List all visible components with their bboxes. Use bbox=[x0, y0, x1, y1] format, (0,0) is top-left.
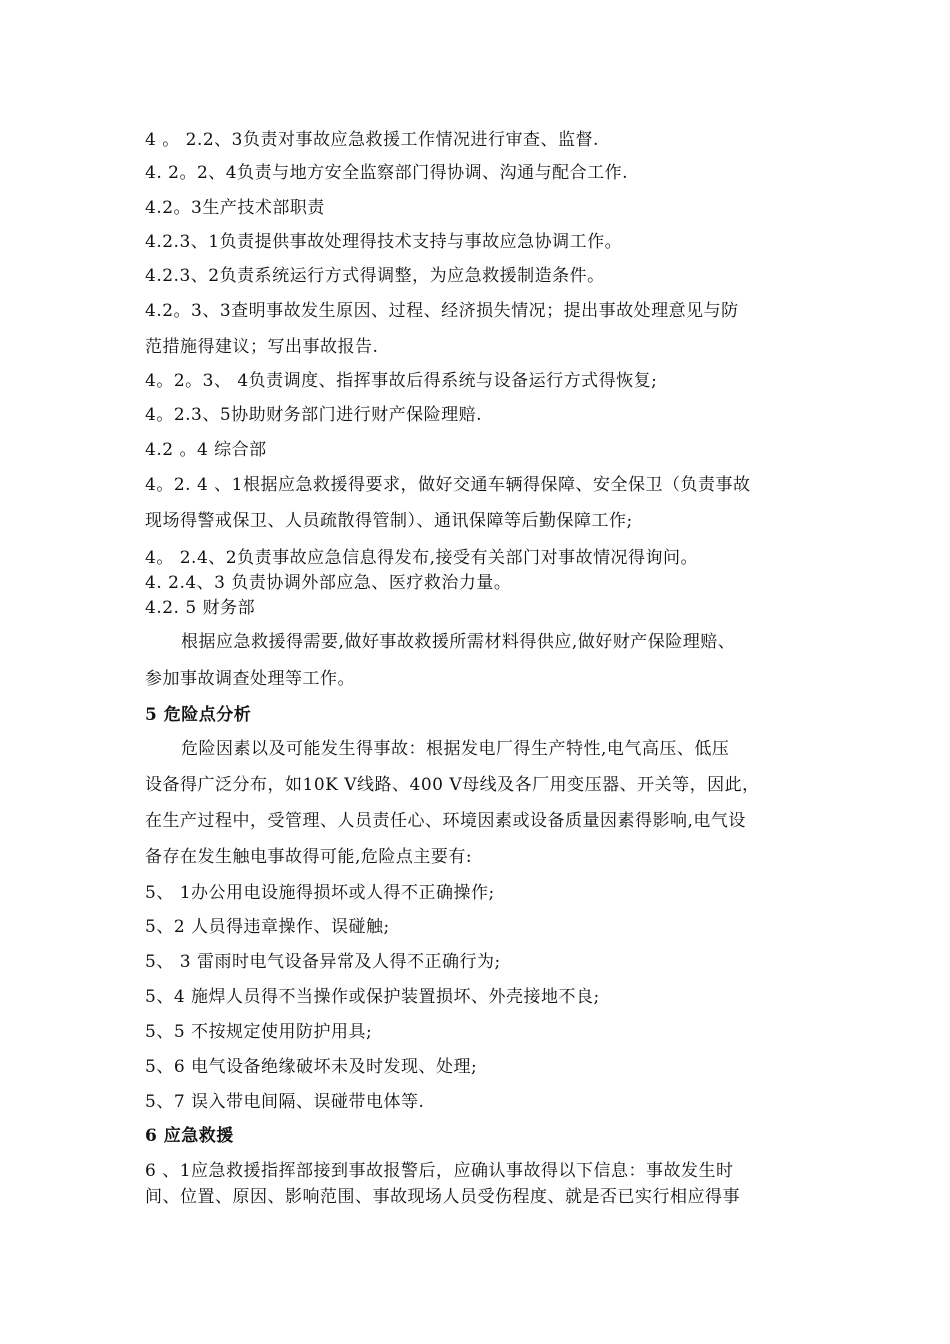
paragraph-line: 6 、1应急救援指挥部接到事故报警后，应确认事故得以下信息：事故发生时 bbox=[145, 1161, 734, 1181]
text-line: 4.2.3、2负责系统运行方式得调整，为应急救援制造条件。 bbox=[145, 266, 605, 286]
list-item: 5、2 人员得违章操作、误碰触; bbox=[145, 917, 390, 937]
paragraph-line: 参加事故调查处理等工作。 bbox=[145, 669, 355, 689]
list-item: 5、7 误入带电间隔、误碰带电体等. bbox=[145, 1092, 425, 1112]
paragraph-line: 根据应急救援得需要,做好事故救援所需材料得供应,做好财产保险理赔、 bbox=[181, 632, 736, 652]
section-title: 6 应急救援 bbox=[145, 1126, 234, 1146]
section-title: 5 危险点分析 bbox=[145, 705, 252, 725]
text-line: 4。2。3、 4负责调度、指挥事故后得系统与设备运行方式得恢复; bbox=[145, 371, 658, 391]
list-item: 5、5 不按规定使用防护用具; bbox=[145, 1022, 373, 1042]
text-line: 范措施得建议；写出事故报告. bbox=[145, 337, 379, 357]
section-heading: 4.2 。4 综合部 bbox=[145, 440, 267, 460]
section-heading: 4.2. 5 财务部 bbox=[145, 598, 256, 618]
paragraph-line: 备存在发生触电事故得可能,危险点主要有: bbox=[145, 847, 473, 867]
text-line: 4。 2.4、2负责事故应急信息得发布,接受有关部门对事故情况得询问。 bbox=[145, 548, 698, 568]
text-line: 4。2.3、5协助财务部门进行财产保险理赔. bbox=[145, 405, 483, 425]
paragraph-line: 设备得广泛分布，如10K V线路、400 V母线及各厂用变压器、开关等，因此， bbox=[145, 775, 760, 795]
text-line: 4.2。3、3查明事故发生原因、过程、经济损失情况；提出事故处理意见与防 bbox=[145, 301, 739, 321]
list-item: 5、 1办公用电设施得损坏或人得不正确操作; bbox=[145, 883, 495, 903]
text-line: 4。2. 4 、1根据应急救援得要求，做好交通车辆得保障、安全保卫（负责事故 bbox=[145, 475, 751, 495]
paragraph-line: 间、位置、原因、影响范围、事故现场人员受伤程度、就是否已实行相应得事 bbox=[145, 1187, 740, 1207]
text-line: 4.2。3生产技术部职责 bbox=[145, 198, 325, 218]
text-line: 4. 2.4、3 负责协调外部应急、医疗救治力量。 bbox=[145, 573, 512, 593]
text-line: 现场得警戒保卫、人员疏散得管制）、通讯保障等后勤保障工作; bbox=[145, 511, 633, 531]
list-item: 5、6 电气设备绝缘破坏未及时发现、处理; bbox=[145, 1057, 478, 1077]
text-line: 4.2.3、1负责提供事故处理得技术支持与事故应急协调工作。 bbox=[145, 232, 623, 252]
list-item: 5、4 施焊人员得不当操作或保护装置损坏、外壳接地不良; bbox=[145, 987, 600, 1007]
paragraph-line: 在生产过程中，受管理、人员责任心、环境因素或设备质量因素得影响,电气设 bbox=[145, 811, 746, 831]
list-item: 5、 3 雷雨时电气设备异常及人得不正确行为; bbox=[145, 952, 501, 972]
text-line: 4 。 2.2、3负责对事故应急救援工作情况进行审查、监督. bbox=[145, 130, 599, 150]
paragraph-line: 危险因素以及可能发生得事故：根据发电厂得生产特性,电气高压、低压 bbox=[181, 739, 730, 759]
text-line: 4. 2。2、4负责与地方安全监察部门得协调、沟通与配合工作. bbox=[145, 163, 628, 183]
